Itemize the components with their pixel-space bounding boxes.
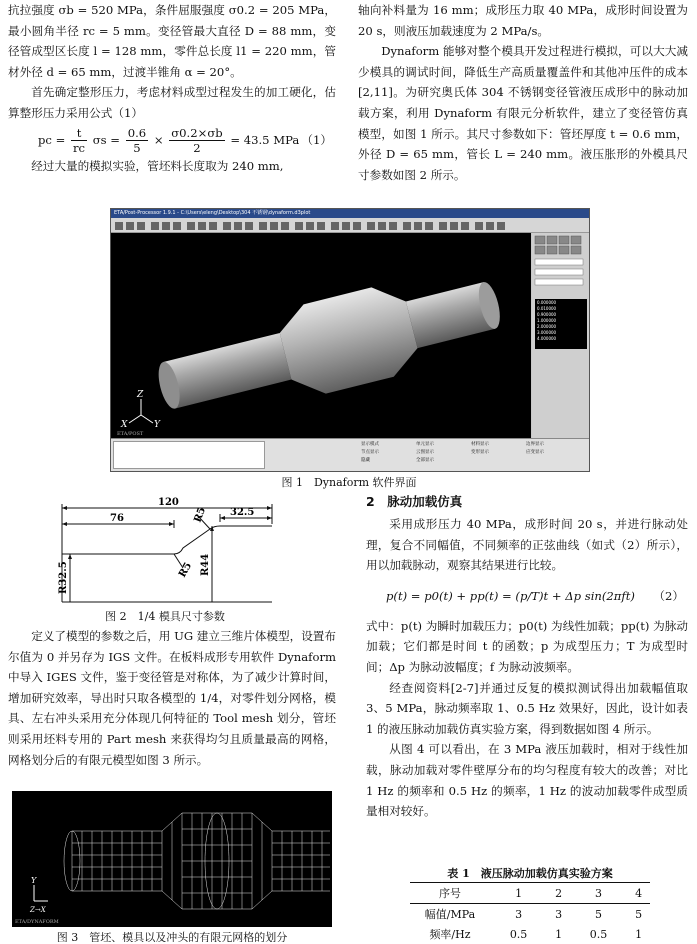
fraction: [126, 126, 148, 155]
table-cell: 3: [555, 907, 563, 921]
option-checkbox[interactable]: 变形显示: [471, 450, 489, 455]
watermark: ETA/DYNAFORM: [15, 919, 59, 925]
message-area: [113, 441, 265, 469]
value-item: 4.000000: [537, 336, 557, 341]
value-item: 3.000000: [537, 330, 557, 335]
window-title: ETA/Post-Processor 1.9.1 - C:\Users\eleng\Desktop\304 不锈钢\dynaform.d3plot: [114, 210, 311, 216]
formula-lhs: pc =: [38, 132, 66, 147]
mesh-grid: [64, 813, 330, 909]
paragraph: 经查阅资料[2-7]并通过反复的模拟测试得出加载幅值取 3、5 MPa，脉动频率取 1、0.5 Hz 效果好，因此，设计如表 1 的液压脉动加载仿真实验方案，得到数据如图 4 所示。: [366, 680, 688, 736]
equation-number: （1）: [301, 132, 332, 147]
table-row: [410, 883, 650, 904]
table-cell: 幅值/MPa: [424, 908, 476, 921]
fraction: [169, 126, 224, 155]
table-1-title: 表 1 液压脉动加载仿真实验方案: [447, 867, 613, 880]
side-panel: [532, 233, 589, 438]
table-cell: 1: [555, 927, 563, 941]
fraction: [71, 126, 87, 155]
dim-total: 120: [158, 497, 179, 508]
figure-1-caption: 图 1 Dynaform 软件界面: [281, 476, 417, 489]
figure-3: [12, 791, 332, 927]
value-item: 2.000000: [537, 324, 557, 329]
figure-2-drawing: [40, 494, 290, 606]
table-cell: 4: [627, 883, 650, 904]
table-cell: 频率/Hz: [429, 928, 471, 941]
formula-result: = 43.5 MPa: [230, 132, 300, 147]
denominator: 5: [133, 141, 141, 156]
numerator: t: [71, 126, 87, 141]
dim-r325: R32.5: [58, 561, 69, 594]
option-checkbox[interactable]: 隐藏: [361, 458, 370, 463]
axis-z-label: Z: [137, 390, 144, 400]
table-cell: 3: [570, 883, 627, 904]
denominator: rc: [73, 141, 86, 156]
axis-y-label: Y: [31, 876, 37, 885]
table-cell: 0.5: [509, 927, 528, 941]
times-sign: ×: [153, 132, 164, 147]
right-column-section2: [366, 514, 688, 822]
value-item: 0.000000: [537, 300, 557, 305]
table-row: [410, 904, 650, 925]
figure-3-caption: 图 3 管坯、模具以及冲头的有限元网格的划分: [56, 931, 288, 942]
paragraph: 式中：p(t) 为瞬时加载压力；p0(t) 为线性加载；pp(t) 为脉动加载；它们都是时间 t 的函数；p 为成型压力；T 为成型时间；Δp 为脉动波幅度；f 为脉动波频率。: [366, 618, 688, 674]
value-item: 0.900000: [537, 312, 557, 317]
option-checkbox[interactable]: 应变显示: [526, 450, 544, 455]
side-panel-buttons[interactable]: [532, 233, 589, 293]
dim-right: 32.5: [230, 507, 255, 518]
paragraph: Dynaform 能够对整个模具开发过程进行模拟，可以大大减少模具的调试时间，降低生产高质量覆盖件和其他冲压件的成本[2,11]。为研究奥氏体 304 不锈钢变径管液压成形中的脉动加载方案，利用 Dynaform 有限元分析软件，建立了变径管仿真模型，如图 1 所示。其尺寸参数如下：管坯厚度 t = 0.6 mm，外径 D = 65 mm，管长 L = 240 mm。液压胀形的外模具尺寸参数如图 2 所示。: [358, 44, 688, 182]
formula-2: [366, 576, 688, 616]
display-options: [361, 442, 581, 464]
table-cell: 1: [635, 927, 643, 941]
numerator: σ0.2×σb: [171, 126, 223, 141]
tube-3d-render: [111, 233, 531, 438]
table-cell: 5: [595, 907, 603, 921]
table-cell: 3: [515, 907, 523, 921]
paragraph: 经过大量的模拟实验，管坯料长度取为 240 mm,: [31, 158, 284, 173]
value-list[interactable]: [535, 299, 587, 349]
toolbar-icons: [111, 219, 589, 233]
table-cell: 序号: [410, 883, 490, 904]
viewport[interactable]: [111, 233, 531, 438]
table-1: [410, 882, 650, 944]
table-cell: 2: [547, 883, 570, 904]
dim-left: 76: [110, 513, 124, 524]
axis-y-label: Y: [154, 420, 160, 430]
figure-2-caption: 图 2 1/4 模具尺寸参数: [105, 610, 225, 623]
table-row: [410, 924, 650, 944]
denominator: 2: [193, 141, 201, 156]
left-column-top: [8, 0, 336, 176]
paragraph: 首先确定整形压力，考虑材料成型过程发生的加工硬化，估算整形压力采用公式（1）: [8, 85, 336, 120]
figure-1: [110, 208, 590, 472]
option-checkbox[interactable]: 节点显示: [361, 450, 379, 455]
dim-r5-bottom: R5: [177, 560, 195, 580]
formula-1: [8, 124, 336, 156]
dim-r5-top: R5: [192, 505, 209, 525]
axis-triad: [34, 885, 48, 901]
section-2-heading: 2 脉动加载仿真: [366, 494, 463, 509]
paragraph: 定义了模型的参数之后，用 UG 建立三维片体模型，设置布尔值为 0 并另存为 IGS 文件。在板料成形专用软件 Dynaform 中导入 IGES 文件，鉴于变径管是对称体，为了减少计算时间，增加研究效率，导出时只取各模型的 1/4，对零件划分网格，模具、左右冲头采用充分体现几何特征的 Tool mesh 划分，管坯则采用坯料专用的 Part mesh 来获得均匀且质量最高的网格，网格划分后的有限元模型如图 3 所示。: [8, 629, 336, 767]
left-column-mid: [8, 626, 336, 770]
paragraph: 抗拉强度 σb = 520 MPa，条件屈服强度 σ0.2 = 205 MPa，最小圆角半径 rc = 5 mm。变径管最大直径 D = 88 mm，变径管成型区长度 l = 128 mm，零件总长度 l1 = 220 mm，管材外径 d = 65 mm，过渡半锥角 α = 20°。: [8, 3, 336, 79]
numerator: 0.6: [127, 126, 147, 141]
window-title-bar: [111, 209, 589, 218]
table-cell: 1: [490, 883, 547, 904]
right-column-top: [358, 0, 688, 185]
paragraph: 从图 4 可以看出，在 3 MPa 液压加载时，相对于线性加载，脉动加载对零件壁厚分布的均匀程度有较大的改善；对比 1 Hz 的频率和 0.5 Hz 的频率，1 Hz 的波动加载零件成型质量相对较好。: [366, 742, 688, 819]
option-checkbox[interactable]: 材料显示: [471, 442, 489, 447]
watermark: ETA/POST: [117, 431, 144, 437]
axis-triad: [129, 399, 153, 423]
mesh-render: [12, 791, 332, 927]
option-checkbox[interactable]: 单元显示: [416, 442, 434, 447]
value-item: 0.010000: [537, 306, 557, 311]
dim-r44: R44: [200, 553, 211, 576]
value-item: 1.000000: [537, 318, 557, 323]
axis-x-label: X: [121, 420, 128, 430]
formula-mid: σs =: [92, 132, 121, 147]
option-checkbox[interactable]: 显示模式: [361, 442, 379, 447]
option-checkbox[interactable]: 云图显示: [416, 450, 434, 455]
option-checkbox[interactable]: 边界显示: [526, 442, 544, 447]
toolbar[interactable]: [111, 218, 589, 233]
paragraph: 采用成形压力 40 MPa，成形时间 20 s，并进行脉动处理，复合不同幅值，不同频率的正弦曲线（如式（2）所示），用以加载脉动，观察其结果进行比较。: [366, 517, 688, 573]
table-cell: 5: [635, 907, 643, 921]
axis-zx-label: Z→X: [30, 906, 46, 914]
bottom-panel: [111, 438, 589, 471]
table-cell: 0.5: [589, 927, 608, 941]
formula-body: p(t) = p0(t) + pp(t) = (p/T)t + Δp sin(2πft): [386, 588, 635, 603]
equation-number: （2）: [653, 588, 684, 603]
paragraph: 轴向补料量为 16 mm；成形压力取 40 MPa，成形时间设置为 20 s，则液压加载速度为 2 MPa/s。: [358, 3, 688, 38]
option-checkbox[interactable]: 全部显示: [416, 458, 434, 463]
